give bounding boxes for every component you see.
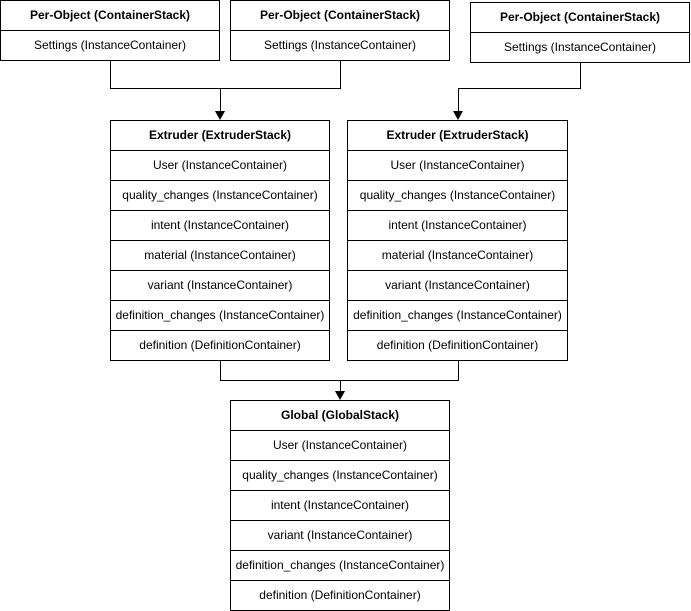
arrowhead-icon — [335, 391, 345, 400]
container-row: material (InstanceContainer) — [111, 241, 329, 271]
connector-line — [458, 88, 459, 112]
container-row: quality_changes (InstanceContainer) — [111, 181, 329, 211]
arrowhead-icon — [453, 111, 463, 120]
per-object-stack-box-1 — [0, 0, 220, 61]
container-row: variant (InstanceContainer) — [231, 521, 449, 551]
container-row: User (InstanceContainer) — [348, 151, 567, 181]
container-row: quality_changes (InstanceContainer) — [348, 181, 567, 211]
container-row: material (InstanceContainer) — [348, 241, 567, 271]
container-row: definition (DefinitionContainer) — [376, 338, 539, 352]
per-object-stack-box-3 — [470, 2, 690, 63]
container-row: User (InstanceContainer) — [111, 151, 329, 181]
extruder-stack-box-1 — [110, 120, 330, 361]
stack-title: Extruder (ExtruderStack) — [348, 121, 567, 151]
container-row: definition_changes (InstanceContainer) — [231, 551, 449, 581]
connector-line — [340, 60, 341, 88]
connector-line — [220, 360, 221, 380]
container-row: intent (InstanceContainer) — [348, 211, 567, 241]
extruder-stack-box-2 — [347, 120, 568, 361]
connector-line — [110, 88, 341, 89]
stack-title: Per-Object (ContainerStack) — [471, 3, 689, 33]
connector-line — [458, 360, 459, 380]
connector-line — [458, 88, 581, 89]
stack-title: Global (GlobalStack) — [231, 401, 449, 431]
container-row: definition_changes (InstanceContainer) — [348, 301, 567, 331]
stack-title: Per-Object (ContainerStack) — [1, 1, 219, 31]
container-row: Settings (InstanceContainer) — [263, 38, 417, 52]
connector-line — [220, 88, 221, 112]
container-row: intent (InstanceContainer) — [231, 491, 449, 521]
container-row: definition (DefinitionContainer) — [139, 338, 301, 352]
container-row: definition_changes (InstanceContainer) — [111, 301, 329, 331]
container-row: variant (InstanceContainer) — [348, 271, 567, 301]
per-object-stack-box-2 — [230, 0, 450, 61]
container-row: variant (InstanceContainer) — [111, 271, 329, 301]
container-row: definition (DefinitionContainer) — [259, 588, 421, 602]
container-row: quality_changes (InstanceContainer) — [231, 461, 449, 491]
container-row: User (InstanceContainer) — [231, 431, 449, 461]
container-row: Settings (InstanceContainer) — [503, 40, 657, 54]
connector-line — [580, 62, 581, 88]
stack-title: Per-Object (ContainerStack) — [231, 1, 449, 31]
container-row: Settings (InstanceContainer) — [33, 38, 187, 52]
container-row: intent (InstanceContainer) — [111, 211, 329, 241]
connector-line — [110, 60, 111, 88]
global-stack-box — [230, 400, 450, 611]
stack-title: Extruder (ExtruderStack) — [111, 121, 329, 151]
arrowhead-icon — [215, 111, 225, 120]
